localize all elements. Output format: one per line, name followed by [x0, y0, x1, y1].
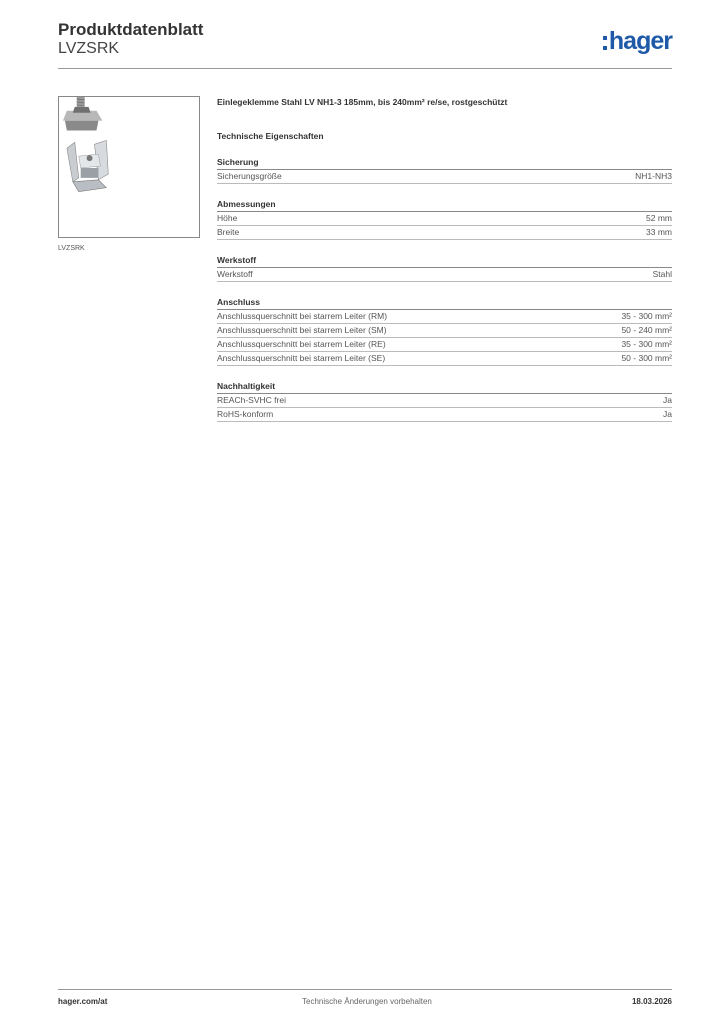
spec-label: Höhe: [217, 213, 238, 223]
section-title: Werkstoff: [217, 255, 672, 268]
spec-row: [217, 338, 672, 352]
spec-row: [217, 352, 672, 366]
spec-section: [217, 199, 672, 240]
spec-label: Anschlussquerschnitt bei starrem Leiter (SE): [217, 353, 386, 363]
spec-row: [217, 268, 672, 282]
spec-label: Anschlussquerschnitt bei starrem Leiter (RE): [217, 339, 386, 349]
section-title: Sicherung: [217, 157, 672, 170]
product-image: [58, 96, 200, 238]
product-code: LVZSRK: [58, 40, 120, 57]
footer-website: hager.com/at: [58, 997, 108, 1006]
header-divider: [58, 68, 672, 69]
footer-date: 18.03.2026: [631, 997, 672, 1006]
spec-row: [217, 324, 672, 338]
spec-value: 52 mm: [646, 213, 672, 223]
spec-section: [217, 255, 672, 282]
spec-label: Werkstoff: [217, 269, 253, 279]
spec-row: [217, 170, 672, 184]
section-title: Nachhaltigkeit: [217, 381, 672, 394]
image-caption: LVZSRK: [58, 245, 85, 252]
spec-row: [217, 212, 672, 226]
spec-value: 35 - 300 mm²: [621, 339, 672, 349]
spec-label: Anschlussquerschnitt bei starrem Leiter (SM): [217, 325, 387, 335]
spec-label: Sicherungsgröße: [217, 171, 282, 181]
spec-value: Ja: [663, 409, 672, 419]
spec-value: 33 mm: [646, 227, 672, 237]
spec-section: [217, 381, 672, 422]
footer-divider: [58, 989, 672, 990]
spec-value: Ja: [663, 395, 672, 405]
spec-value: Stahl: [652, 269, 672, 279]
tech-properties-heading: Technische Eigenschaften: [217, 131, 324, 141]
footer-disclaimer: Technische Änderungen vorbehalten: [302, 997, 432, 1006]
product-description: Einlegeklemme Stahl LV NH1-3 185mm, bis 240mm² re/se, rostgeschützt: [217, 97, 508, 107]
section-title: Anschluss: [217, 297, 672, 310]
page-title: Produktdatenblatt: [58, 20, 204, 39]
spec-value: 50 - 300 mm²: [621, 353, 672, 363]
spec-value: 35 - 300 mm²: [621, 311, 672, 321]
spec-row: [217, 226, 672, 240]
spec-label: REACh-SVHC frei: [217, 395, 286, 405]
spec-row: [217, 310, 672, 324]
spec-section: [217, 297, 672, 366]
spec-section: [217, 157, 672, 184]
spec-label: RoHS-konform: [217, 409, 274, 419]
spec-label: Anschlussquerschnitt bei starrem Leiter (RM): [217, 311, 388, 321]
hager-logo: [603, 26, 672, 56]
spec-label: Breite: [217, 227, 240, 237]
spec-value: NH1-NH3: [635, 171, 672, 181]
spec-row: [217, 408, 672, 422]
spec-area: [217, 96, 672, 422]
terminal-clamp-icon: [59, 97, 199, 237]
logo-text: hager: [608, 27, 672, 55]
spec-value: 50 - 240 mm²: [621, 325, 672, 335]
section-title: Abmessungen: [217, 199, 672, 212]
spec-row: [217, 394, 672, 408]
logo-dots-icon: [603, 36, 607, 50]
